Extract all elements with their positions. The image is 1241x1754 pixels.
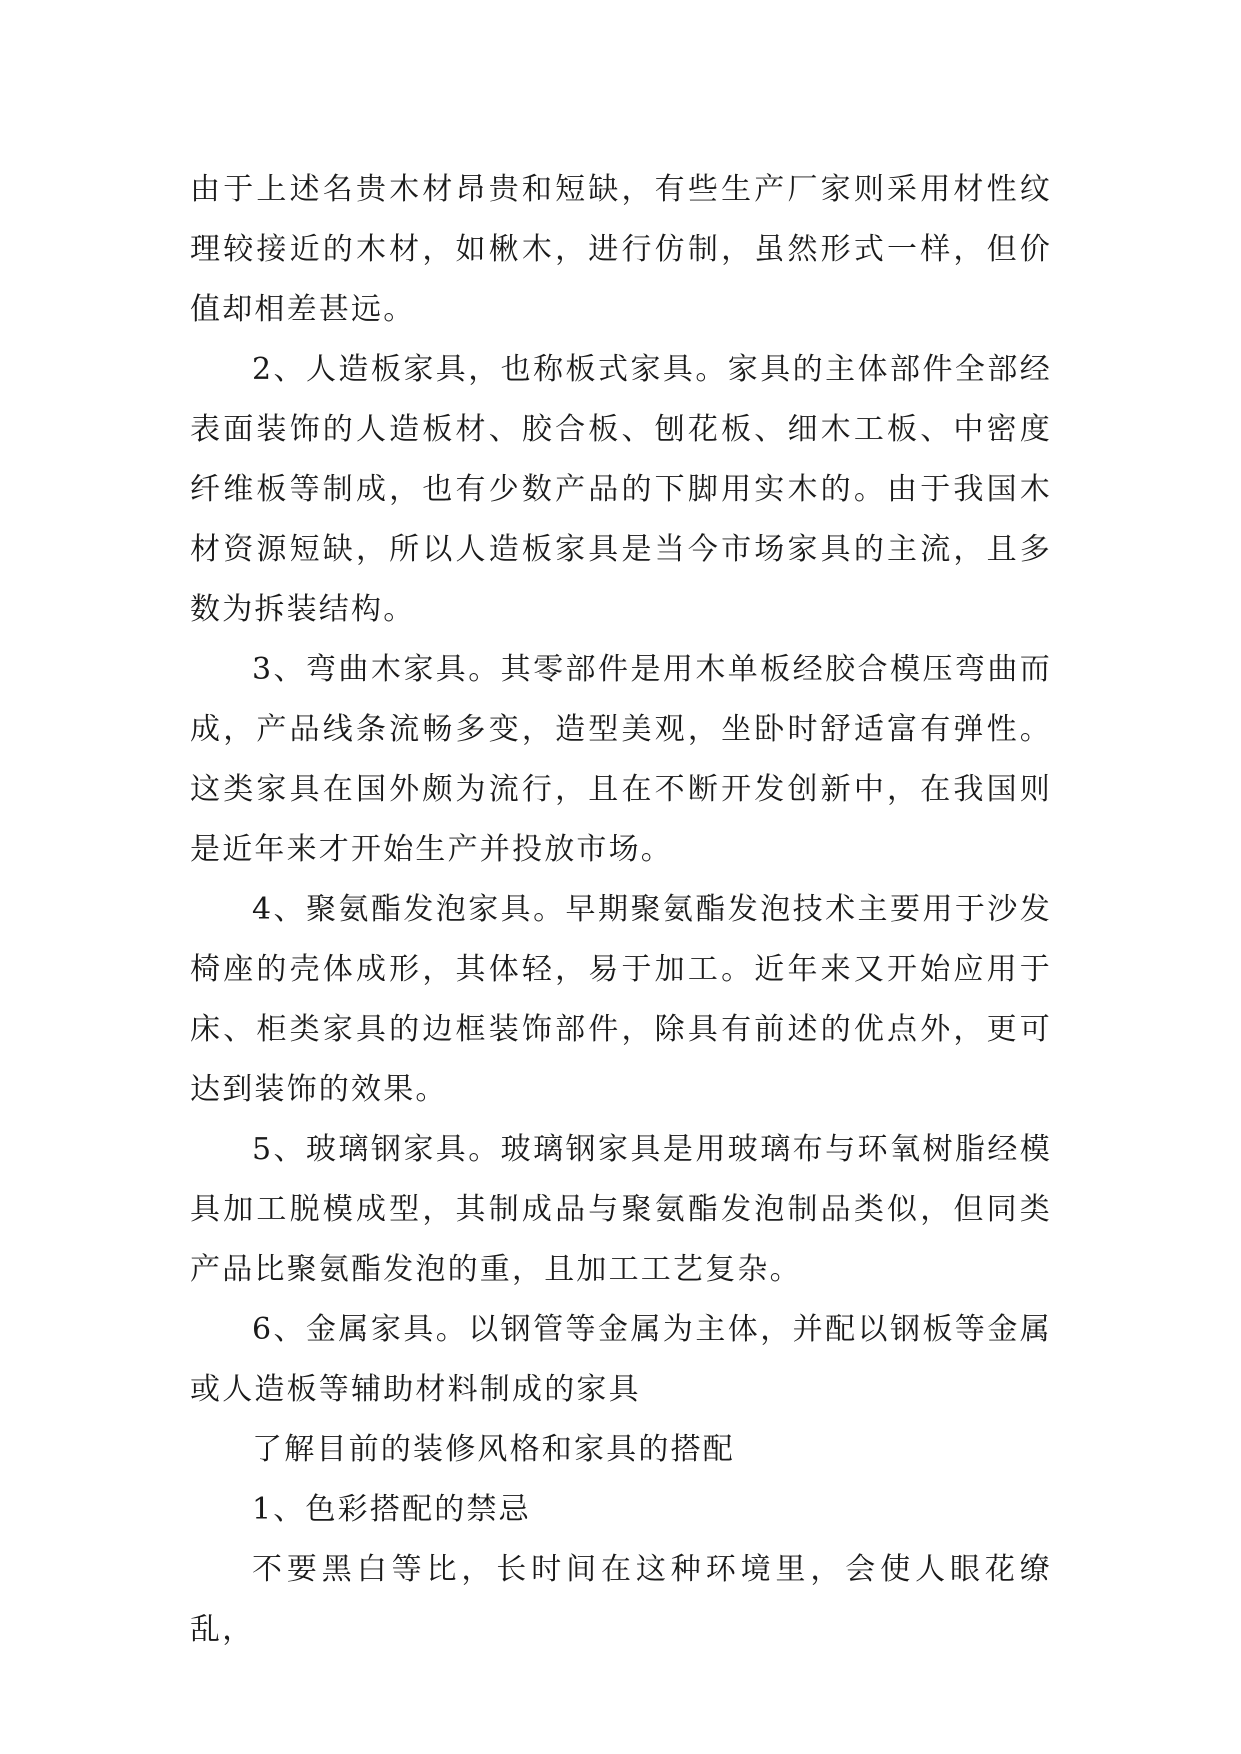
paragraph-wood-based-panel-furniture: 2、人造板家具，也称板式家具。家具的主体部件全部经表面装饰的人造板材、胶合板、刨花板、细木工板、中密度纤维板等制成，也有少数产品的下脚用实木的。由于我国木材资源短缺，所以人造板家具是当今市场家具的主流，且多数为拆装结构。 (190, 352, 1052, 627)
subheading-color-matching-taboos: 1、色彩搭配的禁忌 (252, 1492, 531, 1527)
document-body (190, 160, 1052, 1660)
paragraph-fiberglass-furniture: 5、玻璃钢家具。玻璃钢家具是用玻璃布与环氧树脂经模具加工脱模成型，其制成品与聚氨酯发泡制品类似，但同类产品比聚氨酯发泡的重，且加工工艺复杂。 (190, 1132, 1052, 1287)
paragraph-bentwood-furniture: 3、弯曲木家具。其零部件是用木单板经胶合模压弯曲而成，产品线条流畅多变，造型美观，坐卧时舒适富有弹性。这类家具在国外颇为流行，且在不断开发创新中，在我国则是近年来才开始生产并投放市场。 (190, 652, 1052, 867)
section-heading-decoration-style: 了解目前的装修风格和家具的搭配 (252, 1432, 735, 1467)
paragraph-polyurethane-foam-furniture: 4、聚氨酯发泡家具。早期聚氨酯发泡技术主要用于沙发椅座的壳体成形，其体轻，易于加工。近年来又开始应用于床、柜类家具的边框装饰部件，除具有前述的优点外，更可达到装饰的效果。 (190, 892, 1052, 1107)
paragraph-metal-furniture: 6、金属家具。以钢管等金属为主体，并配以钢板等金属或人造板等辅助材料制成的家具 (190, 1312, 1052, 1407)
paragraph-precious-wood-imitation: 由于上述名贵木材昂贵和短缺，有些生产厂家则采用材性纹理较接近的木材，如楸木，进行仿制，虽然形式一样，但价值却相差甚远。 (190, 172, 1052, 327)
paragraph-black-white-ratio: 不要黑白等比，长时间在这种环境里，会使人眼花缭乱， (190, 1552, 1052, 1647)
